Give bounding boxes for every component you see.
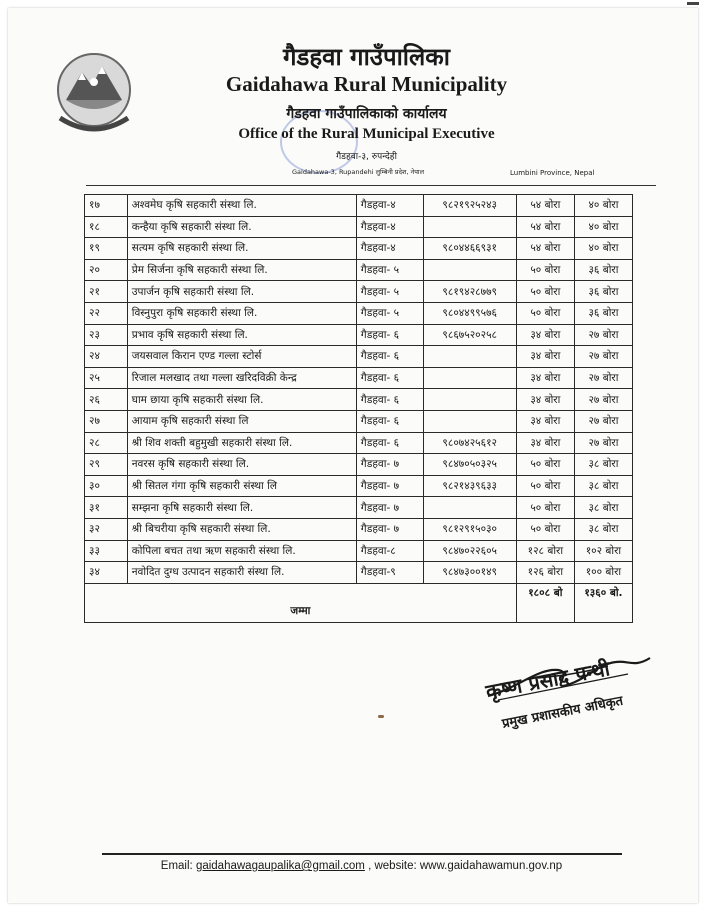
phone-cell: ९८६७५२०२५८ [423,324,516,346]
quantity-1-cell: ५४ बोरा [516,195,574,217]
table-row [85,540,633,562]
quantity-2-cell: १०२ बोरा [574,540,632,562]
quantity-2-cell: ३६ बोरा [574,281,632,303]
quantity-1-cell: ३४ बोरा [516,367,574,389]
name-cell: कन्हैया कृषि सहकारी संस्था लि. [127,216,356,238]
quantity-1-cell: १२६ बोरा [516,562,574,584]
serial-cell: २० [85,259,128,281]
phone-cell [423,346,516,368]
name-cell: श्री बिचरीया कृषि सहकारी संस्था लि. [127,518,356,540]
footer-divider [102,853,622,855]
office-name-english: Office of the Rural Municipal Executive [238,126,495,142]
quantity-2-cell: ३८ बोरा [574,497,632,519]
address-cell: गैडहवा- ६ [356,389,423,411]
address-cell: गैडहवा- ६ [356,324,423,346]
name-cell: सम्झना कृषि सहकारी संस्था लि. [127,497,356,519]
table-row [85,346,633,368]
scan-edge-mark [687,2,699,5]
quantity-1-cell: ५० बोरा [516,518,574,540]
total-row [85,583,633,622]
municipality-name-nepali: गैडहवा गाउँपालिका [283,43,450,71]
total-label: जम्मा [85,583,517,622]
address-cell: गैडहवा-४ [356,216,423,238]
phone-cell: ९८४७३००१४९ [423,562,516,584]
address-cell: गैडहवा-४ [356,238,423,260]
serial-cell: २३ [85,324,128,346]
phone-cell [423,497,516,519]
table-row [85,475,633,497]
name-cell: प्रभाव कृषि सहकारी संस्था लि. [127,324,356,346]
table-row [85,497,633,519]
quantity-2-cell: १०० बोरा [574,562,632,584]
quantity-1-cell: ५४ बोरा [516,216,574,238]
serial-cell: ३१ [85,497,128,519]
table-row [85,410,633,432]
table-row [85,216,633,238]
phone-cell: ९८१२९१५०३० [423,518,516,540]
serial-cell: २८ [85,432,128,454]
quantity-1-cell: ५० बोरा [516,302,574,324]
address-cell: गैडहवा- ७ [356,454,423,476]
quantity-1-cell: ५० बोरा [516,475,574,497]
phone-cell: ९८२१९२५२४३ [423,195,516,217]
phone-cell: ९८४७०५०३२५ [423,454,516,476]
name-cell: विस्नुपुरा कृषि सहकारी संस्था लि. [127,302,356,324]
table-row [85,389,633,411]
quantity-2-cell: ३६ बोरा [574,259,632,281]
serial-cell: २७ [85,410,128,432]
address-cell: गैडहवा- ५ [356,259,423,281]
signatory-name: कृष्ण प्रसाद पन्थी [483,656,612,704]
table-row [85,238,633,260]
address-cell: गैडहवा-४ [356,195,423,217]
website-text: www.gaidahawamun.gov.np [419,860,563,872]
table-row [85,518,633,540]
quantity-2-cell: ३८ बोरा [574,518,632,540]
table-row [85,259,633,281]
quantity-1-cell: ३४ बोरा [516,410,574,432]
footer-contact [0,860,703,872]
address-cell: गैडहवा- ७ [356,497,423,519]
address-cell: गैडहवा- ६ [356,410,423,432]
serial-cell: ३२ [85,518,128,540]
serial-cell: २९ [85,454,128,476]
total-quantity-1: १८०८ बो [516,583,574,622]
address-cell: गैडहवा- ६ [356,346,423,368]
phone-cell [423,216,516,238]
office-name-nepali: गैडहवा गाउँपालिकाको कार्यालय [286,106,447,122]
phone-cell: ९८०४४९९५७६ [423,302,516,324]
quantity-2-cell: २७ बोरा [574,389,632,411]
phone-cell [423,389,516,411]
quantity-2-cell: २७ बोरा [574,432,632,454]
distribution-table [84,194,633,623]
phone-cell [423,410,516,432]
phone-cell: ९८१९४२८७७९ [423,281,516,303]
name-cell: नवोदित दुग्ध उत्पादन सहकारी संस्था लि. [127,562,356,584]
address-cell: गैडहवा- ५ [356,281,423,303]
address-cell: गैडहवा- ६ [356,367,423,389]
name-cell: रिजाल मलखाद तथा गल्ला खरिदविक्री केन्द्र [127,367,356,389]
name-cell: आयाम कृषि सहकारी संस्था लि [127,410,356,432]
name-cell: जयसवाल किरान एण्ड गल्ला स्टोर्स [127,346,356,368]
table-row [85,562,633,584]
name-cell: सत्यम कृषि सहकारी संस्था लि. [127,238,356,260]
office-address-nepali: गैडहवा-३, रुपन्देही [336,152,397,162]
serial-cell: २६ [85,389,128,411]
quantity-2-cell: २७ बोरा [574,346,632,368]
address-cell: गैडहवा- ७ [356,475,423,497]
quantity-1-cell: १२८ बोरा [516,540,574,562]
municipality-name-english: Gaidahawa Rural Municipality [225,72,508,96]
serial-cell: २१ [85,281,128,303]
quantity-2-cell: ४० बोरा [574,216,632,238]
table-row [85,432,633,454]
name-cell: अश्वमेघ कृषि सहकारी संस्था लि. [127,195,356,217]
phone-cell: ९८४७०२२६०५ [423,540,516,562]
address-cell: गैडहवा- ५ [356,302,423,324]
email-prefix: Email: [160,860,196,872]
quantity-1-cell: ५४ बोरा [516,238,574,260]
quantity-2-cell: २७ बोरा [574,324,632,346]
phone-cell [423,367,516,389]
quantity-1-cell: ५० बोरा [516,497,574,519]
address-cell: गैडहवा- ७ [356,518,423,540]
serial-cell: १७ [85,195,128,217]
quantity-2-cell: ३८ बोरा [574,475,632,497]
quantity-1-cell: ३४ बोरा [516,389,574,411]
table-row [85,281,633,303]
phone-cell: ९८०७४२५६१२ [423,432,516,454]
table-row [85,195,633,217]
province-label: Lumbini Province, Nepal [510,169,595,177]
website-prefix: , website: [364,860,420,872]
serial-cell: २४ [85,346,128,368]
table-row [85,454,633,476]
address-cell: गैडहवा-९ [356,562,423,584]
quantity-1-cell: ३४ बोरा [516,432,574,454]
name-cell: उपार्जन कृषि सहकारी संस्था लि. [127,281,356,303]
serial-cell: १८ [85,216,128,238]
quantity-1-cell: ५० बोरा [516,281,574,303]
serial-cell: २२ [85,302,128,324]
email-link[interactable]: gaidahawagaupalika@gmail.com [195,860,365,872]
name-cell: प्रेम सिर्जना कृषि सहकारी संस्था लि. [127,259,356,281]
name-cell: नवरस कृषि सहकारी संस्था लि. [127,454,356,476]
name-cell: श्री सितल गंगा कृषि सहकारी संस्था लि [127,475,356,497]
address-cell: गैडहवा-८ [356,540,423,562]
quantity-1-cell: ५० बोरा [516,259,574,281]
name-cell: श्री शिव शक्ती बहुमुखी सहकारी संस्था लि. [127,432,356,454]
office-address-english: Gaidahawa-3, Rupandehi लुम्बिनी प्रदेश, नेपाल [292,168,425,176]
quantity-2-cell: ४० बोरा [574,238,632,260]
table-row [85,302,633,324]
quantity-1-cell: ५० बोरा [516,454,574,476]
quantity-1-cell: ३४ बोरा [516,324,574,346]
address-cell: गैडहवा- ६ [356,432,423,454]
quantity-2-cell: ३८ बोरा [574,454,632,476]
name-cell: घाम छाया कृषि सहकारी संस्था लि. [127,389,356,411]
serial-cell: ३० [85,475,128,497]
serial-cell: १९ [85,238,128,260]
phone-cell: ९८२१४३९६३३ [423,475,516,497]
name-cell: कोपिला बचत तथा ऋण सहकारी संस्था लि. [127,540,356,562]
serial-cell: ३३ [85,540,128,562]
phone-cell: ९८०४४६६९३१ [423,238,516,260]
quantity-2-cell: ४० बोरा [574,195,632,217]
signatory-title: प्रमुख प्रशासकीय अधिकृत [500,693,625,732]
total-quantity-2: १३६० बो. [574,583,632,622]
quantity-1-cell: ३४ बोरा [516,346,574,368]
phone-cell [423,259,516,281]
serial-cell: २५ [85,367,128,389]
table-row [85,367,633,389]
table-row [85,324,633,346]
serial-cell: ३४ [85,562,128,584]
quantity-2-cell: २७ बोरा [574,410,632,432]
quantity-2-cell: ३६ बोरा [574,302,632,324]
header-divider [86,185,656,186]
quantity-2-cell: २७ बोरा [574,367,632,389]
paper-speck [378,715,384,718]
